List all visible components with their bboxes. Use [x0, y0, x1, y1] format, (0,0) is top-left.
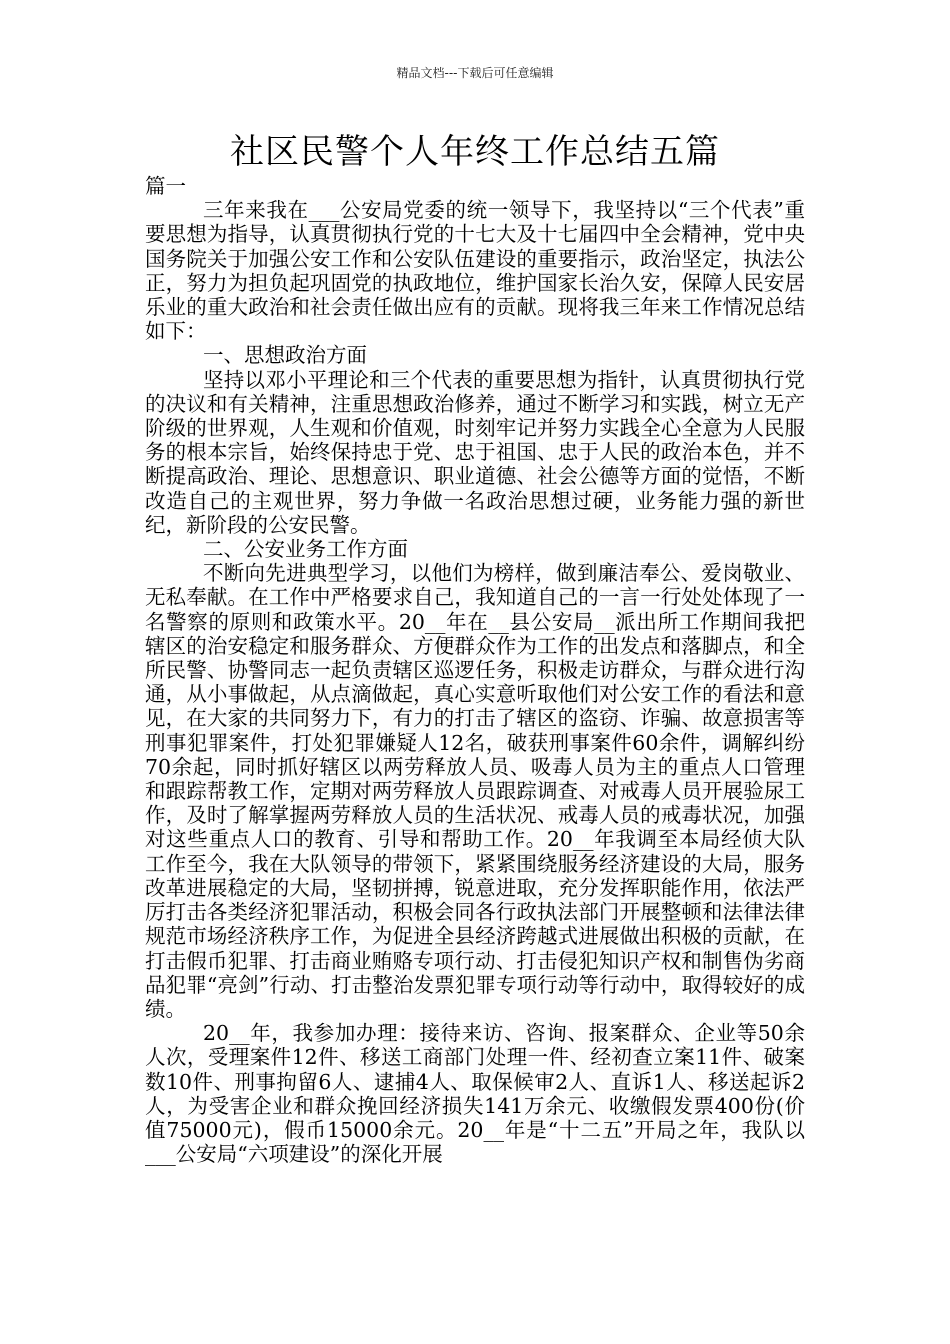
page-header: 精品文档---下载后可任意编辑: [396, 66, 554, 80]
paragraph-intro: 三年来我在___公安局党委的统一领导下，我坚持以“三个代表”重要思想为指导，认真贯彻执行党的十七大及十七届四中全会精神，党中央国务院关于加强公安工作和公安队伍建设的重要指示，政治坚定，执法公正，努力为担负起巩固党的执政地位，维护国家长治久安，保障人民安居乐业的重大政治和社会责任做出应有的贡献。现将我三年来工作情况总结如下：: [145, 198, 805, 344]
document-body: [145, 174, 805, 1166]
document-title: 社区民警个人年终工作总结五篇: [230, 132, 720, 172]
section-label: 篇一: [145, 174, 186, 198]
section-heading-political: 一、思想政治方面: [203, 343, 367, 368]
section-heading-business: 二、公安业务工作方面: [203, 537, 408, 562]
paragraph-political: 坚持以邓小平理论和三个代表的重要思想为指针，认真贯彻执行党的决议和有关精神，注重思想政治修养，通过不断学习和实践，树立无产阶级的世界观，人生观和价值观，时刻牢记并努力实践全心全意为人民服务的根本宗旨，始终保持忠于党、忠于祖国、忠于人民的政治本色，并不断提高政治、理论、思想意识、职业道德、社会公德等方面的觉悟，不断改造自己的主观世界，努力争做一名政治思想过硬，业务能力强的新世纪，新阶段的公安民警。: [145, 367, 805, 537]
paragraph-business: 不断向先进典型学习，以他们为榜样，做到廉洁奉公、爱岗敬业、无私奉献。在工作中严格要求自己，我知道自己的一言一行处处体现了一名警察的原则和政策水平。20__年在__县公安局__派出所工作期间我把辖区的治安稳定和服务群众、方便群众作为工作的出发点和落脚点，和全所民警、协警同志一起负责辖区巡逻任务，积极走访群众，与群众进行沟通，从小事做起，从点滴做起，真心实意听取他们对公安工作的看法和意见，在大家的共同努力下，有力的打击了辖区的盗窃、诈骗、故意损害等刑事犯罪案件，打处犯罪嫌疑人12名，破获刑事案件60余件，调解纠纷70余起，同时抓好辖区以两劳释放人员、吸毒人员为主的重点人口管理和跟踪帮教工作，定期对两劳释放人员跟踪调查、对戒毒人员开展验尿工作，及时了解掌握两劳释放人员的生活状况、戒毒人员的戒毒状况，加强对这些重点人口的教育、引导和帮助工作。20__年我调至本局经侦大队工作至今，我在大队领导的带领下，紧紧围绕服务经济建设的大局，服务改革进展稳定的大局，坚韧拼搏，锐意进取，充分发挥职能作用，依法严厉打击各类经济犯罪活动，积极会同各行政执法部门开展整顿和法律法律规范市场经济秩序工作，为促进全县经济跨越式进展做出积极的贡献，在打击假币犯罪、打击商业贿赂专项行动、打击侵犯知识产权和制售伪劣商品犯罪“亮剑”行动、打击整治发票犯罪专项行动等行动中，取得较好的成绩。: [145, 561, 805, 1021]
paragraph-statistics: 20__年，我参加办理：接待来访、咨询、报案群众、企业等50余人次，受理案件12件、移送工商部门处理一件、经初查立案11件、破案数10件、刑事拘留6人、逮捕4人、取保候审2人、直诉1人、移送起诉2人，为受害企业和群众挽回经济损失141万余元、收缴假发票400份(价值75000元)，假币15000余元。20__年是“十二五”开局之年，我队以___公安局“六项建设”的深化开展: [145, 1021, 805, 1167]
